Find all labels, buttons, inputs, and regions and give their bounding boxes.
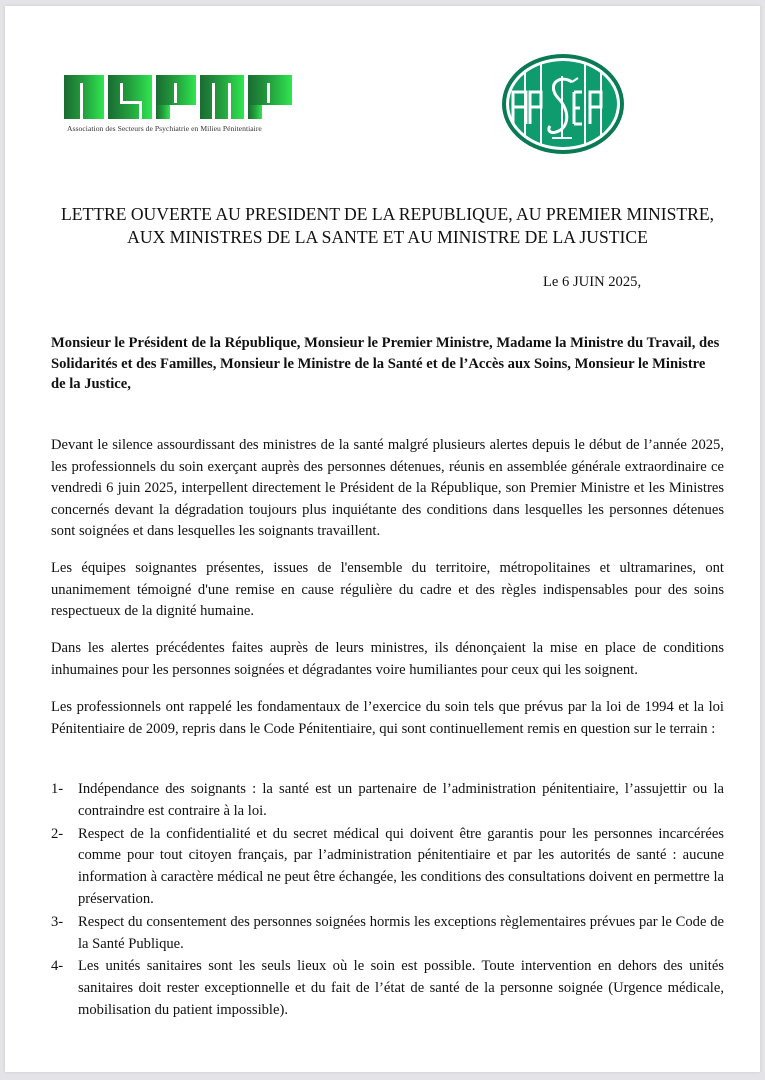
letter-title xyxy=(25,203,750,249)
list-item-number: 4- xyxy=(51,958,64,975)
principles-list xyxy=(51,779,724,1023)
list-item xyxy=(51,824,724,911)
paragraph-4: Les professionnels ont rappelé les fondamentaux de l’exercice du soin tels que prévus par la loi de 1994 et la loi Pénitentiaire de 2009, repris dans le Code Pénitentiaire, qui sont continuellement remis en question sur le terrain : xyxy=(51,699,724,737)
list-item-number: 3- xyxy=(51,913,64,930)
letter-date: Le 6 JUIN 2025, xyxy=(543,274,642,290)
aspmp-logo-mark xyxy=(64,75,294,119)
apsep-logo xyxy=(500,52,626,156)
list-item xyxy=(51,956,724,1021)
title-line-1: LETTRE OUVERTE AU PRESIDENT DE LA REPUBLIQUE, AU PREMIER MINISTRE, xyxy=(60,204,714,224)
aspmp-caption: Association des Secteurs de Psychiatrie en Milieu Pénitentiaire xyxy=(67,124,262,133)
list-item xyxy=(51,912,724,956)
paragraph-3: Dans les alertes précédentes faites auprès de leurs ministres, ils dénonçaient la mise en place de conditions inhumaines pour les personnes soignées et dégradantes voire humiliantes pour ceux qui les soignent. xyxy=(51,640,724,678)
paragraph-1: Devant le silence assourdissant des ministres de la santé malgré plusieurs alertes depuis le début de l’année 2025, les professionnels du soin exerçant auprès des personnes détenues, réunis en assemblée générale extraordinaire ce vendredi 6 juin 2025, interpellent directement le Président de la République, son Premier Ministre et les Ministres concernés devant la dégradation toujours plus inquiétante des conditions dans lesquelles les personnes détenues sont soignées et dans lesquelles les soignants travaillent. xyxy=(51,437,724,540)
list-item-number: 2- xyxy=(51,825,64,842)
salutation: Monsieur le Président de la République, Monsieur le Premier Ministre, Madame la Ministre du Travail, des Solidarités et des Familles, Monsieur le Ministre de la Santé et de l’Accès aux Soins, Monsieur le Ministre de la Justice, xyxy=(51,335,720,392)
aspmp-logo xyxy=(64,75,296,133)
document-page xyxy=(5,6,760,1072)
apsep-logo-mark xyxy=(500,52,626,156)
list-item-text: Les unités sanitaires sont les seuls lieux où le soin est possible. Toute intervention en dehors des unités sanitaires doit rester exceptionnelle et du fait de l’état de santé de la personne soignée (Urgence médicale, mobilisation du patient impossible). xyxy=(78,958,724,1018)
list-item-text: Respect de la confidentialité et du secret médical qui doivent être garantis pour les personnes incarcérées comme pour tout citoyen français, par l’administration pénitentiaire et par les autorités de santé : aucune information à caractère médical ne peut être échangée, les conditions des consultations doivent en permettre la préservation. xyxy=(78,825,724,907)
list-item-text: Respect du consentement des personnes soignées hormis les exceptions règlementaires prévues par le Code de la Santé Publique. xyxy=(78,913,724,952)
title-line-2: AUX MINISTRES DE LA SANTE ET AU MINISTRE DE LA JUSTICE xyxy=(127,227,648,247)
paragraph-2: Les équipes soignantes présentes, issues de l'ensemble du territoire, métropolitaines et ultramarines, ont unanimement témoigné d'une remise en cause régulière du cadre et des règles indispensables pour des soins respectueux de la dignité humaine. xyxy=(51,560,724,620)
list-item-number: 1- xyxy=(51,781,64,797)
list-item xyxy=(51,779,724,823)
list-item-text: Indépendance des soignants : la santé est un partenaire de l’administration pénitentiaire, l’assujettir ou la contraindre est contraire à la loi. xyxy=(78,781,724,819)
